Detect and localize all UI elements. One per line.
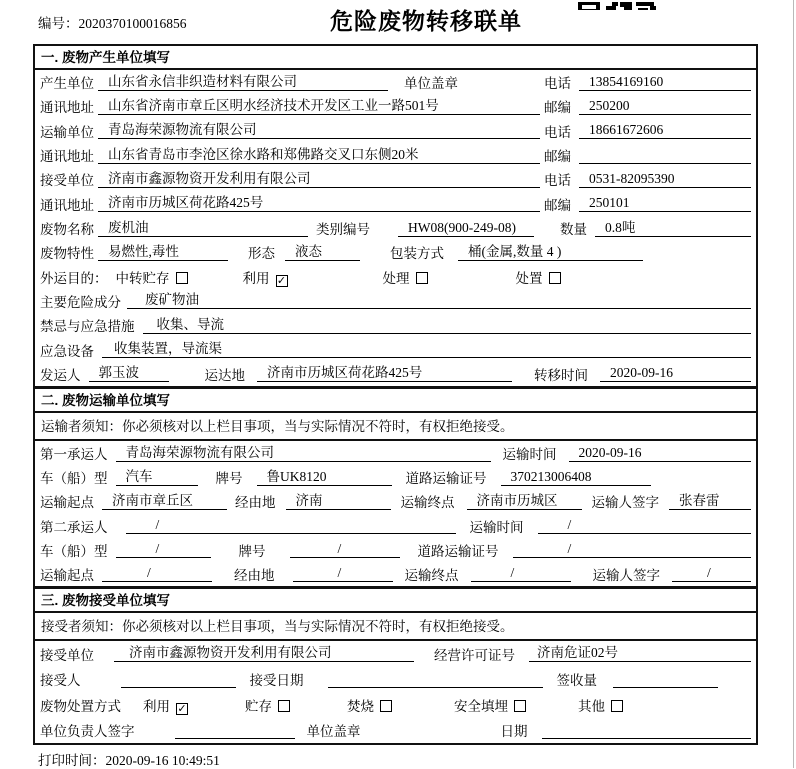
- route-end-label: 运输终点: [404, 567, 459, 583]
- row-acceptance: [35, 667, 756, 693]
- waste-form-label: 形态: [248, 246, 275, 262]
- row-carrier1: [35, 441, 756, 465]
- responsible-sign-value: [175, 722, 295, 739]
- row-dispatch: [35, 362, 756, 386]
- carrier1-value: 青岛海荣源物流有限公司: [116, 445, 491, 462]
- purpose-label: 外运目的：: [40, 270, 108, 286]
- transporter-value: 青岛海荣源物流有限公司: [98, 122, 540, 139]
- route-start-value: /: [102, 565, 212, 582]
- checkbox-storage: [176, 272, 188, 284]
- row-transporter: [35, 119, 756, 143]
- carrier-sign-value: /: [672, 565, 751, 582]
- checkbox-utilize: ✓: [177, 701, 187, 715]
- road-license-value: 370213006408: [501, 469, 651, 486]
- seal-label: 单位盖章: [404, 76, 458, 92]
- receiver-zip-value: 250101: [579, 195, 751, 212]
- seal-date-label: 日期: [500, 724, 528, 740]
- section-receive: [33, 587, 758, 745]
- disposal-option-label: 其他: [578, 698, 605, 714]
- qr-code-fragment: [578, 0, 656, 10]
- producer-phone-value: 13854169160: [579, 74, 751, 91]
- phone-label: 电话: [544, 173, 571, 189]
- producer-phone-group: [544, 72, 751, 92]
- row-carrier2: [35, 514, 756, 538]
- transport-time-label: 运输时间: [469, 519, 524, 535]
- disposal-option-other: [578, 695, 623, 715]
- purpose-option-label: 处理: [382, 270, 410, 286]
- receiver-address-value: 济南市历城区荷花路425号: [98, 195, 540, 212]
- waste-name-value: 废机油: [98, 220, 308, 237]
- carrier1-label: 第一承运人: [40, 447, 108, 463]
- unit-seal-label: 单位盖章: [306, 724, 361, 740]
- row-receiver: [35, 167, 756, 191]
- print-time-value: 2020-09-16 10:49:51: [105, 753, 220, 768]
- transport-time-value: 2020-09-16: [569, 445, 752, 462]
- road-license-label: 道路运输证号: [405, 471, 487, 487]
- vehicle-type-value: /: [116, 541, 211, 558]
- row-vehicle1: [35, 465, 756, 489]
- phone-label: 电话: [544, 124, 571, 140]
- route-end-value: 济南市历城区: [467, 493, 582, 510]
- destination-label: 运达地: [204, 367, 245, 383]
- section1-header: 一. 废物产生单位填写: [35, 46, 756, 70]
- page-title: 危险废物转移联单: [330, 8, 522, 34]
- waste-code-label: 类别编号: [316, 222, 370, 238]
- row-waste-property: [35, 240, 756, 264]
- transporter-notice: 运输者须知：你必须核对以上栏目事项，当与实际情况不符时，有权拒绝接受。: [35, 413, 756, 441]
- route-start-label: 运输起点: [40, 567, 94, 583]
- row-disposal-method: [35, 692, 756, 718]
- destination-value: 济南市历城区荷花路425号: [257, 365, 512, 382]
- packing-label: 包装方式: [390, 246, 444, 262]
- receiver-phone-group: [544, 169, 751, 189]
- producer-zip-group: [544, 96, 751, 116]
- route-end-label: 运输终点: [400, 495, 455, 511]
- checkbox-other: [611, 700, 623, 712]
- page-edge-line: [793, 0, 794, 768]
- checkbox-landfill: [514, 700, 526, 712]
- disposal-method-label: 废物处置方式: [40, 698, 121, 714]
- transfer-time-value: 2020-09-16: [600, 365, 751, 382]
- checkbox-incinerate: [380, 700, 392, 712]
- vehicle-type-label: 车（船）型: [40, 471, 108, 487]
- row-hazard-component: [35, 289, 756, 313]
- address-label: 通讯地址: [40, 197, 94, 213]
- row-receive-unit: [35, 641, 756, 667]
- accept-date-label: 接受日期: [249, 673, 304, 689]
- acceptor-value: [121, 671, 236, 688]
- checkbox-treat: [416, 272, 428, 284]
- purpose-option-storage: [116, 267, 188, 287]
- carrier2-label: 第二承运人: [40, 519, 108, 535]
- disposal-option-incinerate: [347, 695, 392, 715]
- row-route2: [35, 562, 756, 586]
- route-start-value: 济南市章丘区: [102, 493, 227, 510]
- row-waste-name: [35, 216, 756, 240]
- row-emergency-equipment: [35, 337, 756, 361]
- received-qty-value: [613, 671, 718, 688]
- serial-number-line: [38, 12, 187, 32]
- road-license-value: /: [513, 541, 752, 558]
- waste-property-label: 废物特性: [40, 246, 94, 262]
- serial-number: 2020370100016856: [78, 16, 187, 31]
- producer-zip-value: 250200: [579, 98, 751, 115]
- emergency-measures-label: 禁忌与应急措施: [40, 319, 135, 335]
- plate-label: 牌号: [238, 543, 266, 559]
- carrier2-value: /: [126, 517, 456, 534]
- checkbox-utilize: ✓: [276, 273, 287, 287]
- row-transfer-purpose: [35, 265, 756, 289]
- dispatcher-value: 郭玉波: [89, 365, 169, 382]
- row-emergency-measures: [35, 313, 756, 337]
- receive-unit-value: 济南市鑫源物资开发利用有限公司: [114, 645, 414, 662]
- disposal-option-landfill: [454, 695, 526, 715]
- transporter-phone-group: [544, 121, 751, 141]
- serial-label: 编号：: [38, 16, 79, 31]
- receiver-phone-value: 0531-82095390: [579, 171, 751, 188]
- seal-date-value: [542, 722, 752, 739]
- receiver-zip-group: [544, 194, 751, 214]
- checkbox-dispose: [549, 272, 561, 284]
- receiver-notice: 接受者须知：你必须核对以上栏目事项，当与实际情况不符时，有权拒绝接受。: [35, 613, 756, 641]
- transport-time-label: 运输时间: [502, 447, 557, 463]
- zip-label: 邮编: [544, 100, 571, 116]
- print-time-line: [38, 749, 220, 769]
- row-route1: [35, 489, 756, 513]
- route-via-value: /: [293, 565, 393, 582]
- disposal-option-label: 利用: [143, 698, 170, 714]
- packing-value: 桶(金属,数量 4 ): [458, 244, 643, 261]
- transporter-phone-value: 18661672606: [579, 122, 751, 139]
- accept-date-value: [328, 671, 543, 688]
- waste-qty-value: 0.8吨: [595, 220, 751, 237]
- row-transporter-address: [35, 143, 756, 167]
- vehicle-type-label: 车（船）型: [40, 543, 108, 559]
- transporter-zip-value: [579, 147, 751, 164]
- producer-address-value: 山东省济南市章丘区明水经济技术开发区工业一路501号: [98, 98, 540, 115]
- disposal-option-label: 焚烧: [347, 698, 374, 714]
- purpose-option-utilize: [243, 267, 288, 287]
- route-end-value: /: [471, 565, 571, 582]
- section-transport: [33, 387, 758, 588]
- route-start-label: 运输起点: [40, 495, 94, 511]
- transfer-time-label: 转移时间: [534, 367, 588, 383]
- transporter-zip-group: [544, 145, 751, 165]
- waste-code-value: HW08(900-249-08): [398, 220, 534, 237]
- carrier-sign-value: 张春雷: [669, 493, 751, 510]
- print-time-label: 打印时间：: [38, 753, 106, 768]
- row-responsible-signature: [35, 718, 756, 744]
- row-producer-address: [35, 94, 756, 118]
- vehicle-type-value: 汽车: [116, 469, 198, 486]
- hazard-label: 主要危险成分: [40, 294, 121, 310]
- producer-value: 山东省永信非织造材料有限公司: [98, 74, 388, 91]
- purpose-option-treat: [383, 267, 428, 287]
- disposal-option-label: 贮存: [245, 698, 272, 714]
- transporter-label: 运输单位: [40, 124, 94, 140]
- phone-label: 电话: [544, 76, 571, 92]
- zip-label: 邮编: [544, 149, 571, 165]
- row-receiver-address: [35, 192, 756, 216]
- row-vehicle2: [35, 538, 756, 562]
- route-via-value: 济南: [286, 493, 391, 510]
- row-producer: [35, 70, 756, 94]
- zip-label: 邮编: [544, 197, 571, 213]
- emergency-measures-value: 收集、导流: [143, 317, 752, 334]
- emergency-equipment-value: 收集装置，导流渠: [102, 341, 751, 358]
- address-label: 通讯地址: [40, 100, 94, 116]
- section2-header: 二. 废物运输单位填写: [35, 389, 756, 413]
- transport-time-value: /: [538, 517, 752, 534]
- checkbox-store: [278, 700, 290, 712]
- disposal-option-label: 安全填埋: [454, 698, 508, 714]
- route-via-label: 经由地: [234, 567, 275, 583]
- receiver-value: 济南市鑫源物资开发利用有限公司: [98, 171, 540, 188]
- emergency-equipment-label: 应急设备: [40, 343, 94, 359]
- road-license-label: 道路运输证号: [417, 543, 499, 559]
- disposal-option-store: [245, 695, 290, 715]
- address-label: 通讯地址: [40, 149, 94, 165]
- section3-header: 三. 废物接受单位填写: [35, 589, 756, 613]
- hazard-value: 废矿物油: [127, 292, 751, 309]
- waste-name-label: 废物名称: [40, 222, 94, 238]
- disposal-option-utilize: [143, 695, 188, 715]
- purpose-option-label: 处置: [515, 270, 543, 286]
- business-license-label: 经营许可证号: [434, 647, 515, 663]
- waste-property-value: 易燃性,毒性: [98, 244, 228, 261]
- plate-label: 牌号: [215, 471, 243, 487]
- waste-form-value: 液态: [285, 244, 360, 261]
- plate-value: /: [290, 541, 400, 558]
- purpose-option-label: 中转贮存: [115, 270, 170, 286]
- acceptor-label: 接受人: [40, 673, 81, 689]
- business-license-value: 济南危证02号: [529, 645, 751, 662]
- route-via-label: 经由地: [235, 495, 276, 511]
- purpose-option-label: 利用: [242, 270, 270, 286]
- responsible-sign-label: 单位负责人签字: [40, 724, 135, 740]
- producer-label: 产生单位: [40, 76, 94, 92]
- received-qty-label: 签收量: [556, 673, 597, 689]
- receiver-label: 接受单位: [40, 173, 94, 189]
- transporter-address-value: 山东省青岛市李沧区徐水路和郑佛路交叉口东侧20米: [98, 147, 540, 164]
- plate-value: 鲁UK8120: [257, 469, 392, 486]
- waste-qty-label: 数量: [560, 222, 587, 238]
- dispatcher-label: 发运人: [40, 367, 81, 383]
- receive-unit-label: 接受单位: [40, 647, 94, 663]
- purpose-option-dispose: [516, 267, 561, 287]
- carrier-sign-label: 运输人签字: [592, 567, 660, 583]
- carrier-sign-label: 运输人签字: [591, 495, 659, 511]
- section-producer: [33, 44, 758, 388]
